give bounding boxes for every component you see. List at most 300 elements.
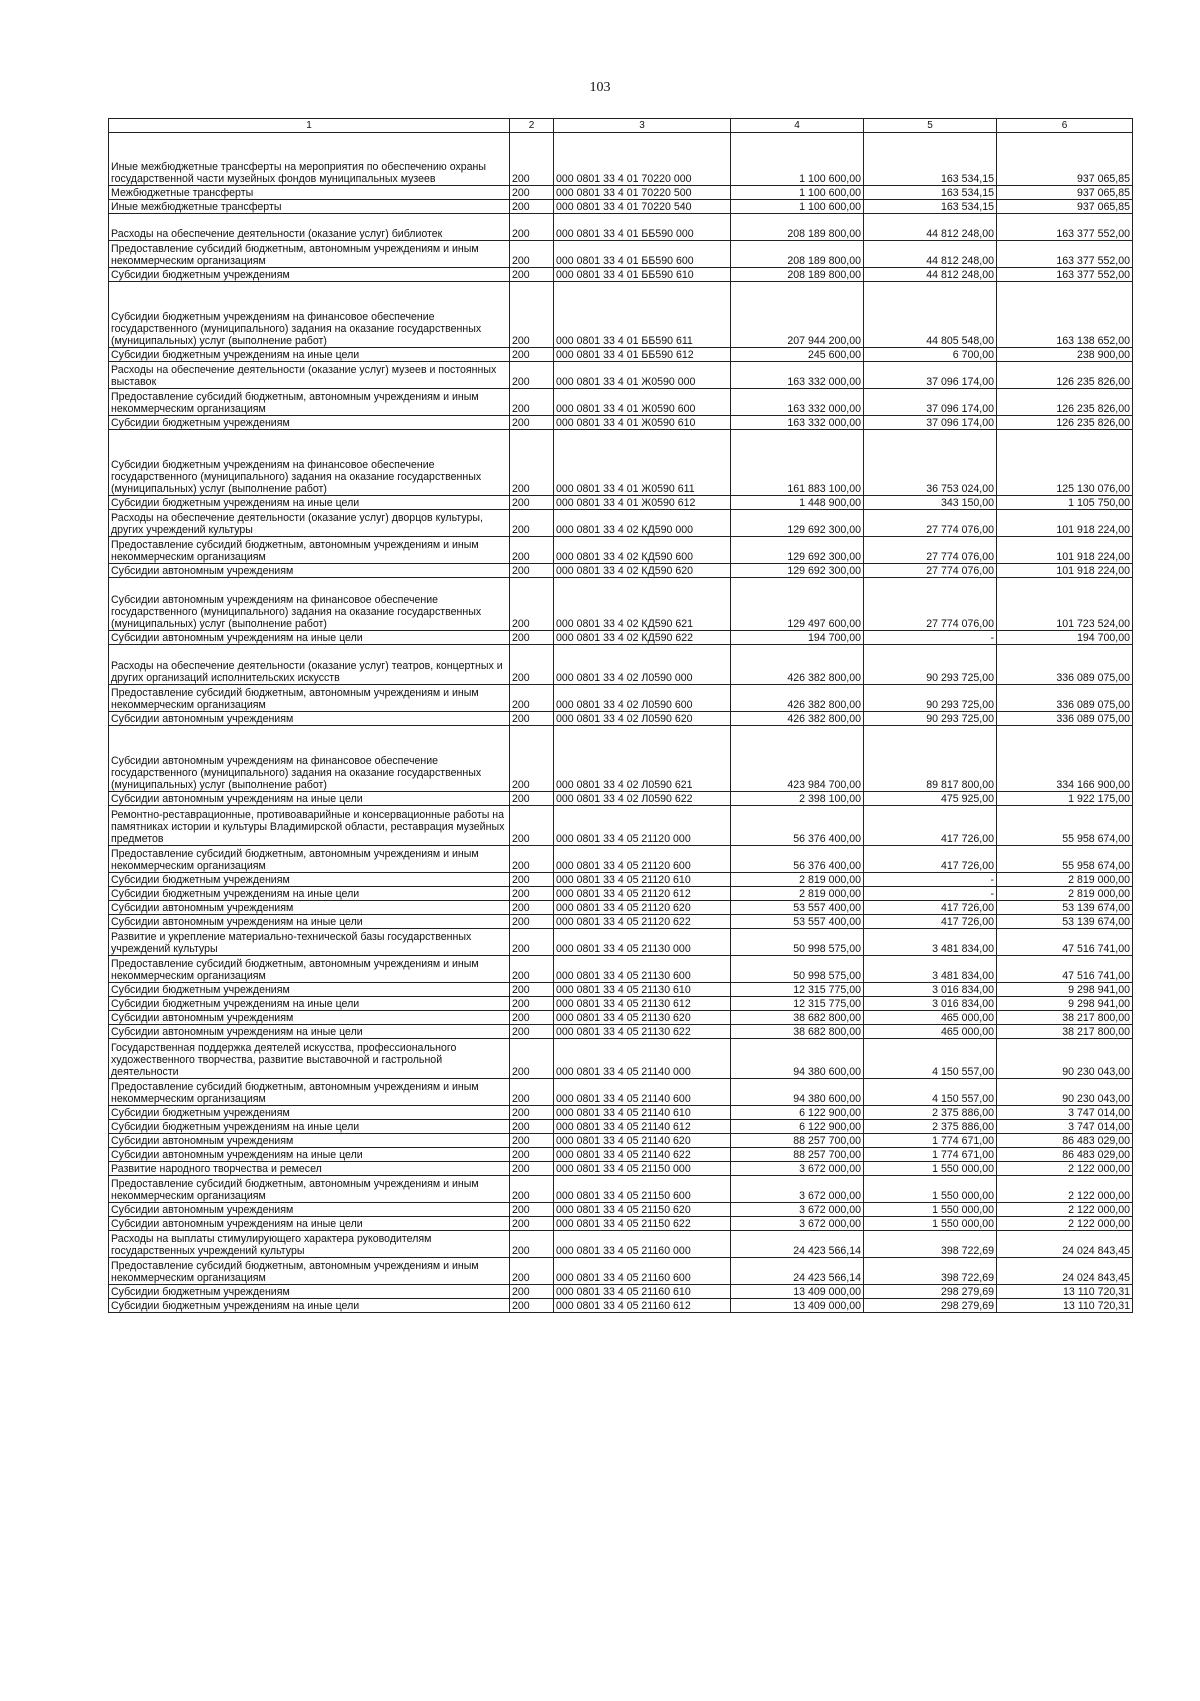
row-value-col5: 1 774 671,00 xyxy=(864,1148,997,1162)
row-value-col4: 53 557 400,00 xyxy=(731,901,864,915)
row-value-col4: 13 409 000,00 xyxy=(731,1285,864,1299)
row-description: Субсидии автономным учреждениям на финансовое обеспечение государственного (муниципального) задания на оказание государственных (муниципальных) услуг (выполнение работ) xyxy=(109,726,510,792)
row-value-col5: 1 550 000,00 xyxy=(864,1217,997,1231)
row-value-col6: 86 483 029,00 xyxy=(997,1148,1133,1162)
row-rz: 200 xyxy=(510,537,554,564)
row-code: 000 0801 33 4 05 21120 612 xyxy=(554,887,731,901)
row-value-col5: 44 805 548,00 xyxy=(864,282,997,348)
row-code: 000 0801 33 4 05 21120 622 xyxy=(554,915,731,929)
row-value-col5: 90 293 725,00 xyxy=(864,645,997,685)
row-value-col4: 194 700,00 xyxy=(731,631,864,645)
row-value-col6: 3 747 014,00 xyxy=(997,1106,1133,1120)
row-description: Субсидии автономным учреждениям на иные цели xyxy=(109,631,510,645)
row-value-col6: 53 139 674,00 xyxy=(997,901,1133,915)
row-value-col5: 343 150,00 xyxy=(864,496,997,510)
row-rz: 200 xyxy=(510,1176,554,1203)
row-code: 000 0801 33 4 05 21130 610 xyxy=(554,983,731,997)
column-header-1: 1 xyxy=(109,119,510,133)
row-value-col4: 88 257 700,00 xyxy=(731,1134,864,1148)
column-header-2: 2 xyxy=(510,119,554,133)
row-value-col4: 129 692 300,00 xyxy=(731,537,864,564)
row-value-col6: 163 377 552,00 xyxy=(997,214,1133,241)
row-description: Расходы на обеспечение деятельности (оказание услуг) дворцов культуры, других учреждений культуры xyxy=(109,510,510,537)
row-rz: 200 xyxy=(510,915,554,929)
row-code: 000 0801 33 4 05 21130 622 xyxy=(554,1025,731,1039)
row-value-col5: 163 534,15 xyxy=(864,133,997,186)
row-value-col5: 398 722,69 xyxy=(864,1231,997,1258)
row-value-col6: 163 377 552,00 xyxy=(997,268,1133,282)
table-row xyxy=(109,1120,1133,1134)
row-value-col4: 88 257 700,00 xyxy=(731,1148,864,1162)
row-description: Расходы на обеспечение деятельности (оказание услуг) театров, концертных и других организаций исполнительских искусств xyxy=(109,645,510,685)
row-value-col4: 2 819 000,00 xyxy=(731,887,864,901)
row-rz: 200 xyxy=(510,1011,554,1025)
row-value-col5: 3 481 834,00 xyxy=(864,956,997,983)
table-row xyxy=(109,1106,1133,1120)
row-value-col6: 2 819 000,00 xyxy=(997,887,1133,901)
row-description: Субсидии автономным учреждениям xyxy=(109,1203,510,1217)
row-description: Субсидии автономным учреждениям xyxy=(109,901,510,915)
row-value-col5: 417 726,00 xyxy=(864,806,997,846)
row-value-col4: 6 122 900,00 xyxy=(731,1120,864,1134)
row-value-col5: 44 812 248,00 xyxy=(864,214,997,241)
row-value-col5: 27 774 076,00 xyxy=(864,578,997,631)
row-code: 000 0801 33 4 05 21130 612 xyxy=(554,997,731,1011)
row-value-col5: 27 774 076,00 xyxy=(864,537,997,564)
row-value-col5: 1 774 671,00 xyxy=(864,1134,997,1148)
table-row xyxy=(109,1039,1133,1079)
table-row xyxy=(109,1217,1133,1231)
row-code: 000 0801 33 4 05 21150 620 xyxy=(554,1203,731,1217)
row-value-col4: 50 998 575,00 xyxy=(731,956,864,983)
row-description: Предоставление субсидий бюджетным, автономным учреждениям и иным некоммерческим организациям xyxy=(109,685,510,712)
row-code: 000 0801 33 4 05 21130 000 xyxy=(554,929,731,956)
row-value-col5: 3 016 834,00 xyxy=(864,997,997,1011)
row-value-col6: 47 516 741,00 xyxy=(997,956,1133,983)
row-rz: 200 xyxy=(510,712,554,726)
row-value-col6: 238 900,00 xyxy=(997,348,1133,362)
row-value-col4: 208 189 800,00 xyxy=(731,241,864,268)
row-rz: 200 xyxy=(510,564,554,578)
row-value-col6: 86 483 029,00 xyxy=(997,1134,1133,1148)
row-rz: 200 xyxy=(510,348,554,362)
row-code: 000 0801 33 4 01 ББ590 600 xyxy=(554,241,731,268)
row-value-col4: 12 315 775,00 xyxy=(731,997,864,1011)
row-value-col4: 3 672 000,00 xyxy=(731,1176,864,1203)
row-code: 000 0801 33 4 05 21160 600 xyxy=(554,1258,731,1285)
row-rz: 200 xyxy=(510,956,554,983)
row-value-col4: 56 376 400,00 xyxy=(731,846,864,873)
row-description: Субсидии бюджетным учреждениям на иные цели xyxy=(109,348,510,362)
row-rz: 200 xyxy=(510,792,554,806)
row-rz: 200 xyxy=(510,200,554,214)
row-code: 000 0801 33 4 01 Ж0590 600 xyxy=(554,389,731,416)
row-value-col4: 163 332 000,00 xyxy=(731,362,864,389)
row-description: Иные межбюджетные трансферты на мероприятия по обеспечению охраны государственной части музейных фондов муниципальных музеев xyxy=(109,133,510,186)
row-rz: 200 xyxy=(510,578,554,631)
row-rz: 200 xyxy=(510,1148,554,1162)
row-value-col6: 101 918 224,00 xyxy=(997,564,1133,578)
row-value-col6: 163 377 552,00 xyxy=(997,241,1133,268)
row-rz: 200 xyxy=(510,873,554,887)
row-code: 000 0801 33 4 02 КД590 620 xyxy=(554,564,731,578)
row-description: Субсидии автономным учреждениям xyxy=(109,712,510,726)
row-value-col6: 90 230 043,00 xyxy=(997,1079,1133,1106)
row-value-col5: 163 534,15 xyxy=(864,186,997,200)
row-value-col4: 24 423 566,14 xyxy=(731,1231,864,1258)
table-row xyxy=(109,186,1133,200)
row-rz: 200 xyxy=(510,887,554,901)
row-value-col5: 37 096 174,00 xyxy=(864,362,997,389)
row-description: Субсидии бюджетным учреждениям на финансовое обеспечение государственного (муниципального) задания на оказание государственных (муниципальных) услуг (выполнение работ) xyxy=(109,282,510,348)
row-value-col5: 417 726,00 xyxy=(864,915,997,929)
row-code: 000 0801 33 4 02 Л0590 620 xyxy=(554,712,731,726)
row-value-col5: - xyxy=(864,631,997,645)
row-value-col6: 2 122 000,00 xyxy=(997,1217,1133,1231)
row-description: Субсидии бюджетным учреждениям на иные цели xyxy=(109,887,510,901)
table-row xyxy=(109,1231,1133,1258)
row-value-col4: 12 315 775,00 xyxy=(731,983,864,997)
row-description: Субсидии автономным учреждениям на иные цели xyxy=(109,792,510,806)
row-value-col6: 126 235 826,00 xyxy=(997,362,1133,389)
row-code: 000 0801 33 4 02 КД590 600 xyxy=(554,537,731,564)
budget-table xyxy=(108,118,1133,1313)
table-row xyxy=(109,1203,1133,1217)
row-code: 000 0801 33 4 01 Ж0590 000 xyxy=(554,362,731,389)
table-row xyxy=(109,887,1133,901)
row-value-col6: 126 235 826,00 xyxy=(997,389,1133,416)
row-value-col6: 937 065,85 xyxy=(997,186,1133,200)
row-description: Субсидии бюджетным учреждениям xyxy=(109,1285,510,1299)
row-value-col6: 101 723 524,00 xyxy=(997,578,1133,631)
row-value-col6: 101 918 224,00 xyxy=(997,537,1133,564)
row-value-col6: 55 958 674,00 xyxy=(997,846,1133,873)
row-value-col4: 1 100 600,00 xyxy=(731,186,864,200)
row-value-col4: 94 380 600,00 xyxy=(731,1039,864,1079)
table-row xyxy=(109,241,1133,268)
row-value-col5: 1 550 000,00 xyxy=(864,1162,997,1176)
table-row xyxy=(109,726,1133,792)
row-value-col5: 1 550 000,00 xyxy=(864,1203,997,1217)
row-rz: 200 xyxy=(510,430,554,496)
table-row xyxy=(109,631,1133,645)
row-value-col4: 207 944 200,00 xyxy=(731,282,864,348)
table-row xyxy=(109,901,1133,915)
row-code: 000 0801 33 4 02 КД590 000 xyxy=(554,510,731,537)
row-rz: 200 xyxy=(510,901,554,915)
row-value-col6: 47 516 741,00 xyxy=(997,929,1133,956)
row-value-col4: 161 883 100,00 xyxy=(731,430,864,496)
row-rz: 200 xyxy=(510,510,554,537)
row-rz: 200 xyxy=(510,1285,554,1299)
row-value-col4: 426 382 800,00 xyxy=(731,712,864,726)
row-rz: 200 xyxy=(510,997,554,1011)
row-value-col4: 423 984 700,00 xyxy=(731,726,864,792)
table-row xyxy=(109,537,1133,564)
row-code: 000 0801 33 4 05 21140 600 xyxy=(554,1079,731,1106)
table-row xyxy=(109,685,1133,712)
row-description: Субсидии бюджетным учреждениям xyxy=(109,268,510,282)
row-value-col5: 4 150 557,00 xyxy=(864,1079,997,1106)
row-code: 000 0801 33 4 05 21150 000 xyxy=(554,1162,731,1176)
row-rz: 200 xyxy=(510,241,554,268)
row-value-col5: 475 925,00 xyxy=(864,792,997,806)
row-description: Субсидии автономным учреждениям xyxy=(109,564,510,578)
column-header-6: 6 xyxy=(997,119,1133,133)
table-row xyxy=(109,806,1133,846)
row-rz: 200 xyxy=(510,983,554,997)
row-value-col6: 2 122 000,00 xyxy=(997,1162,1133,1176)
row-description: Расходы на обеспечение деятельности (оказание услуг) библиотек xyxy=(109,214,510,241)
row-rz: 200 xyxy=(510,1162,554,1176)
row-value-col5: 417 726,00 xyxy=(864,901,997,915)
row-rz: 200 xyxy=(510,1258,554,1285)
row-value-col6: 336 089 075,00 xyxy=(997,712,1133,726)
row-value-col6: 9 298 941,00 xyxy=(997,997,1133,1011)
table-header xyxy=(109,119,1133,133)
row-value-col4: 56 376 400,00 xyxy=(731,806,864,846)
row-value-col6: 90 230 043,00 xyxy=(997,1039,1133,1079)
row-value-col4: 1 100 600,00 xyxy=(731,133,864,186)
table-row xyxy=(109,1285,1133,1299)
table-row xyxy=(109,416,1133,430)
row-value-col5: 37 096 174,00 xyxy=(864,389,997,416)
row-value-col5: 36 753 024,00 xyxy=(864,430,997,496)
row-value-col4: 129 692 300,00 xyxy=(731,564,864,578)
row-value-col5: 90 293 725,00 xyxy=(864,685,997,712)
row-code: 000 0801 33 4 01 ББ590 612 xyxy=(554,348,731,362)
row-description: Предоставление субсидий бюджетным, автономным учреждениям и иным некоммерческим организациям xyxy=(109,537,510,564)
row-value-col5: 89 817 800,00 xyxy=(864,726,997,792)
row-value-col4: 426 382 800,00 xyxy=(731,645,864,685)
row-value-col4: 3 672 000,00 xyxy=(731,1217,864,1231)
row-value-col4: 13 409 000,00 xyxy=(731,1299,864,1313)
row-code: 000 0801 33 4 05 21140 620 xyxy=(554,1134,731,1148)
row-description: Субсидии автономным учреждениям xyxy=(109,1011,510,1025)
row-value-col5: 2 375 886,00 xyxy=(864,1106,997,1120)
row-rz: 200 xyxy=(510,214,554,241)
row-value-col6: 13 110 720,31 xyxy=(997,1299,1133,1313)
row-rz: 200 xyxy=(510,726,554,792)
row-code: 000 0801 33 4 05 21120 610 xyxy=(554,873,731,887)
row-value-col5: 2 375 886,00 xyxy=(864,1120,997,1134)
row-code: 000 0801 33 4 05 21140 612 xyxy=(554,1120,731,1134)
row-code: 000 0801 33 4 01 70220 540 xyxy=(554,200,731,214)
row-value-col6: 9 298 941,00 xyxy=(997,983,1133,997)
row-code: 000 0801 33 4 01 ББ590 611 xyxy=(554,282,731,348)
row-rz: 200 xyxy=(510,1203,554,1217)
row-value-col5: 465 000,00 xyxy=(864,1025,997,1039)
row-rz: 200 xyxy=(510,1299,554,1313)
row-code: 000 0801 33 4 05 21130 600 xyxy=(554,956,731,983)
row-description: Расходы на выплаты стимулирующего характера руководителям государственных учреждений культуры xyxy=(109,1231,510,1258)
row-value-col4: 38 682 800,00 xyxy=(731,1011,864,1025)
row-description: Субсидии автономным учреждениям на иные цели xyxy=(109,1217,510,1231)
row-code: 000 0801 33 4 05 21160 612 xyxy=(554,1299,731,1313)
row-value-col4: 2 398 100,00 xyxy=(731,792,864,806)
row-value-col6: 2 122 000,00 xyxy=(997,1203,1133,1217)
row-rz: 200 xyxy=(510,496,554,510)
table-row xyxy=(109,133,1133,186)
table-row xyxy=(109,430,1133,496)
table-row xyxy=(109,1148,1133,1162)
row-description: Предоставление субсидий бюджетным, автономным учреждениям и иным некоммерческим организациям xyxy=(109,241,510,268)
row-description: Развитие народного творчества и ремесел xyxy=(109,1162,510,1176)
row-description: Предоставление субсидий бюджетным, автономным учреждениям и иным некоммерческим организациям xyxy=(109,846,510,873)
table-row xyxy=(109,983,1133,997)
row-code: 000 0801 33 4 01 70220 500 xyxy=(554,186,731,200)
table-row xyxy=(109,1162,1133,1176)
row-rz: 200 xyxy=(510,929,554,956)
row-value-col5: - xyxy=(864,873,997,887)
row-code: 000 0801 33 4 01 ББ590 610 xyxy=(554,268,731,282)
column-header-3: 3 xyxy=(554,119,731,133)
table-row xyxy=(109,997,1133,1011)
row-rz: 200 xyxy=(510,685,554,712)
row-value-col6: 937 065,85 xyxy=(997,133,1133,186)
table-row xyxy=(109,564,1133,578)
row-value-col4: 53 557 400,00 xyxy=(731,915,864,929)
row-description: Субсидии бюджетным учреждениям xyxy=(109,416,510,430)
row-description: Субсидии бюджетным учреждениям на иные цели xyxy=(109,1299,510,1313)
row-value-col6: 937 065,85 xyxy=(997,200,1133,214)
row-description: Развитие и укрепление материально-технической базы государственных учреждений культуры xyxy=(109,929,510,956)
table-row xyxy=(109,1079,1133,1106)
row-value-col6: 336 089 075,00 xyxy=(997,685,1133,712)
row-value-col4: 50 998 575,00 xyxy=(731,929,864,956)
row-description: Предоставление субсидий бюджетным, автономным учреждениям и иным некоммерческим организациям xyxy=(109,956,510,983)
row-value-col6: 101 918 224,00 xyxy=(997,510,1133,537)
row-description: Субсидии автономным учреждениям на финансовое обеспечение государственного (муниципального) задания на оказание государственных (муниципальных) услуг (выполнение работ) xyxy=(109,578,510,631)
row-rz: 200 xyxy=(510,1120,554,1134)
row-value-col5: 417 726,00 xyxy=(864,846,997,873)
row-value-col6: 38 217 800,00 xyxy=(997,1011,1133,1025)
table-row xyxy=(109,1025,1133,1039)
row-code: 000 0801 33 4 05 21120 600 xyxy=(554,846,731,873)
row-value-col5: 44 812 248,00 xyxy=(864,241,997,268)
table-row xyxy=(109,873,1133,887)
row-description: Государственная поддержка деятелей искусства, профессионального художественного творчества, развитие выставочной и гастрольной деятельности xyxy=(109,1039,510,1079)
table-row xyxy=(109,1258,1133,1285)
row-value-col6: 38 217 800,00 xyxy=(997,1025,1133,1039)
row-rz: 200 xyxy=(510,846,554,873)
row-value-col4: 1 448 900,00 xyxy=(731,496,864,510)
row-rz: 200 xyxy=(510,282,554,348)
table-row xyxy=(109,362,1133,389)
row-value-col6: 1 922 175,00 xyxy=(997,792,1133,806)
row-value-col5: 6 700,00 xyxy=(864,348,997,362)
table-row xyxy=(109,712,1133,726)
row-code: 000 0801 33 4 02 КД590 621 xyxy=(554,578,731,631)
table-row xyxy=(109,268,1133,282)
row-value-col6: 2 819 000,00 xyxy=(997,873,1133,887)
row-code: 000 0801 33 4 02 Л0590 000 xyxy=(554,645,731,685)
table-row xyxy=(109,915,1133,929)
table-row xyxy=(109,282,1133,348)
row-code: 000 0801 33 4 02 Л0590 600 xyxy=(554,685,731,712)
page-number: 103 xyxy=(589,80,611,95)
row-value-col6: 2 122 000,00 xyxy=(997,1176,1133,1203)
column-header-4: 4 xyxy=(731,119,864,133)
row-value-col6: 163 138 652,00 xyxy=(997,282,1133,348)
row-value-col6: 3 747 014,00 xyxy=(997,1120,1133,1134)
row-rz: 200 xyxy=(510,1134,554,1148)
table-row xyxy=(109,1299,1133,1313)
table-row xyxy=(109,348,1133,362)
row-code: 000 0801 33 4 01 Ж0590 610 xyxy=(554,416,731,430)
row-value-col5: 298 279,69 xyxy=(864,1299,997,1313)
row-description: Субсидии автономным учреждениям на иные цели xyxy=(109,1148,510,1162)
row-code: 000 0801 33 4 05 21140 622 xyxy=(554,1148,731,1162)
table-row xyxy=(109,1134,1133,1148)
row-rz: 200 xyxy=(510,268,554,282)
row-value-col4: 3 672 000,00 xyxy=(731,1162,864,1176)
row-code: 000 0801 33 4 02 Л0590 622 xyxy=(554,792,731,806)
row-value-col5: 163 534,15 xyxy=(864,200,997,214)
row-code: 000 0801 33 4 01 Ж0590 612 xyxy=(554,496,731,510)
row-code: 000 0801 33 4 05 21120 620 xyxy=(554,901,731,915)
row-description: Иные межбюджетные трансферты xyxy=(109,200,510,214)
column-header-5: 5 xyxy=(864,119,997,133)
table-row xyxy=(109,956,1133,983)
row-value-col5: 298 279,69 xyxy=(864,1285,997,1299)
row-value-col5: 1 550 000,00 xyxy=(864,1176,997,1203)
table-row xyxy=(109,1011,1133,1025)
row-rz: 200 xyxy=(510,1106,554,1120)
row-description: Субсидии бюджетным учреждениям xyxy=(109,1106,510,1120)
row-rz: 200 xyxy=(510,1039,554,1079)
row-value-col4: 208 189 800,00 xyxy=(731,268,864,282)
row-code: 000 0801 33 4 05 21140 000 xyxy=(554,1039,731,1079)
row-description: Субсидии бюджетным учреждениям xyxy=(109,983,510,997)
row-description: Субсидии бюджетным учреждениям на иные цели xyxy=(109,496,510,510)
row-description: Ремонтно-реставрационные, противоаварийные и консервационные работы на памятниках истории и культуры Владимирской области, реставрация музейных предметов xyxy=(109,806,510,846)
row-value-col4: 3 672 000,00 xyxy=(731,1203,864,1217)
row-value-col6: 334 166 900,00 xyxy=(997,726,1133,792)
row-value-col4: 94 380 600,00 xyxy=(731,1079,864,1106)
row-code: 000 0801 33 4 05 21160 610 xyxy=(554,1285,731,1299)
row-value-col4: 1 100 600,00 xyxy=(731,200,864,214)
row-value-col4: 426 382 800,00 xyxy=(731,685,864,712)
row-description: Субсидии автономным учреждениям xyxy=(109,1134,510,1148)
row-description: Предоставление субсидий бюджетным, автономным учреждениям и иным некоммерческим организациям xyxy=(109,389,510,416)
row-code: 000 0801 33 4 05 21150 600 xyxy=(554,1176,731,1203)
row-rz: 200 xyxy=(510,645,554,685)
table-row xyxy=(109,200,1133,214)
row-code: 000 0801 33 4 01 ББ590 000 xyxy=(554,214,731,241)
row-description: Предоставление субсидий бюджетным, автономным учреждениям и иным некоммерческим организациям xyxy=(109,1258,510,1285)
row-value-col4: 24 423 566,14 xyxy=(731,1258,864,1285)
row-description: Субсидии бюджетным учреждениям xyxy=(109,873,510,887)
row-value-col6: 13 110 720,31 xyxy=(997,1285,1133,1299)
row-rz: 200 xyxy=(510,133,554,186)
row-rz: 200 xyxy=(510,1025,554,1039)
row-value-col4: 208 189 800,00 xyxy=(731,214,864,241)
row-value-col5: 465 000,00 xyxy=(864,1011,997,1025)
row-value-col4: 6 122 900,00 xyxy=(731,1106,864,1120)
row-value-col4: 129 692 300,00 xyxy=(731,510,864,537)
row-description: Межбюджетные трансферты xyxy=(109,186,510,200)
row-description: Субсидии бюджетным учреждениям на иные цели xyxy=(109,997,510,1011)
table-row xyxy=(109,578,1133,631)
row-code: 000 0801 33 4 05 21160 000 xyxy=(554,1231,731,1258)
row-value-col6: 53 139 674,00 xyxy=(997,915,1133,929)
row-value-col5: 4 150 557,00 xyxy=(864,1039,997,1079)
row-code: 000 0801 33 4 05 21140 610 xyxy=(554,1106,731,1120)
row-value-col5: 3 016 834,00 xyxy=(864,983,997,997)
row-code: 000 0801 33 4 02 Л0590 621 xyxy=(554,726,731,792)
row-value-col6: 194 700,00 xyxy=(997,631,1133,645)
